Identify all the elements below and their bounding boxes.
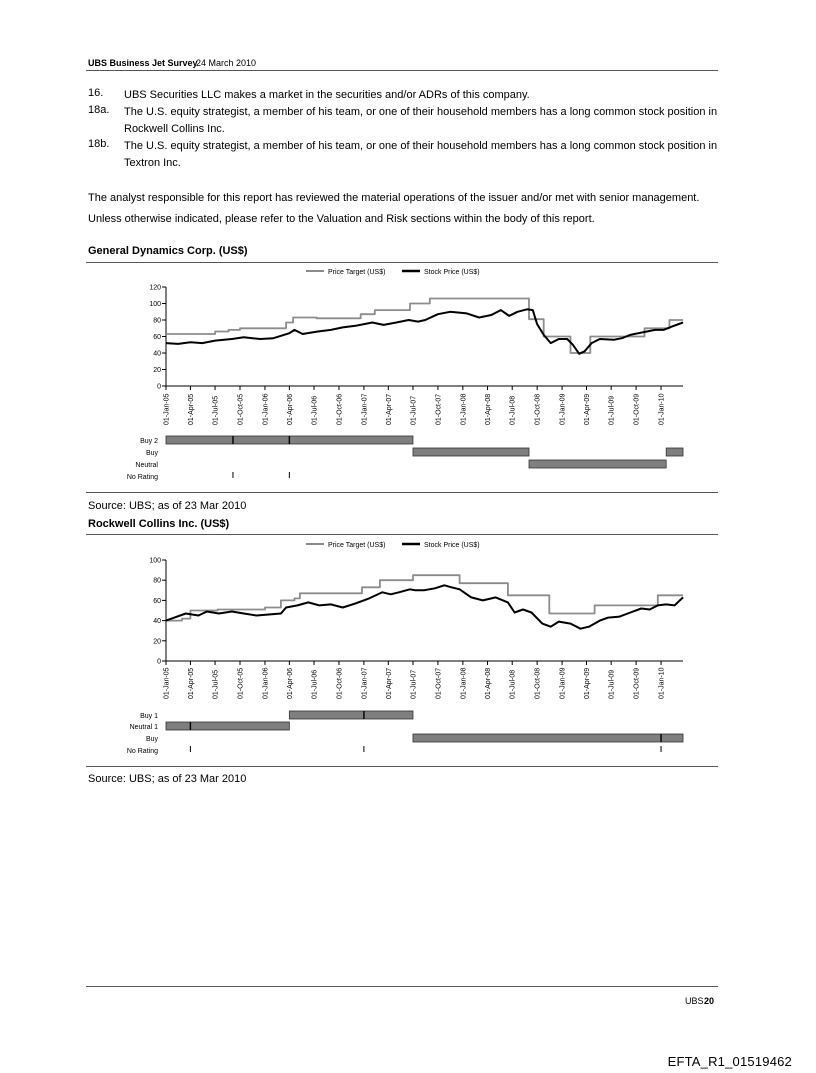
x-tick-label: 01-Jul-09 [608,395,616,425]
x-tick-label: 01-Jan-09 [559,393,567,425]
x-tick-label: 01-Jan-07 [361,667,369,699]
y-tick-label: 0 [157,658,161,666]
x-tick-label: 01-Apr-07 [385,667,393,699]
x-tick-label: 01-Jan-08 [460,667,468,699]
x-tick-label: 01-Apr-05 [187,393,195,425]
rating-bar [166,722,289,730]
x-tick-label: 01-Jul-05 [212,669,220,699]
x-tick-label: 01-Apr-05 [187,667,195,699]
x-tick-label: 01-Jan-08 [460,393,468,425]
report-title: UBS Business Jet Survey [88,58,198,68]
x-tick-label: 01-Apr-08 [485,667,493,699]
y-tick-label: 100 [149,557,161,565]
y-tick-label: 80 [153,577,161,585]
x-tick-label: 01-Oct-08 [534,667,542,699]
report-date: 24 March 2010 [196,58,257,68]
x-tick-label: 01-Jul-05 [212,395,220,425]
general-dynamics-chart [86,263,718,491]
rating-level-label: Buy 1 [140,713,158,720]
y-tick-label: 100 [149,301,161,308]
rating-bar [413,448,529,456]
rating-level-label: No Rating [126,748,158,755]
note-number: 16. [88,87,104,99]
x-tick-label: 01-Apr-08 [485,393,493,425]
x-tick-label: 01-Jul-06 [311,669,319,699]
x-tick-label: 01-Jan-05 [163,393,171,425]
y-tick-label: 40 [153,350,161,358]
y-tick-label: 120 [149,284,161,292]
y-tick-label: 0 [157,383,161,391]
legend-label-stock-price: Stock Price (US$) [424,269,480,276]
x-tick-label: 01-Oct-06 [336,667,344,699]
x-tick-label: 01-Oct-07 [435,393,443,425]
rating-bar [529,460,666,468]
legend-label-stock-price: Stock Price (US$) [424,542,480,549]
x-tick-label: 01-Jan-06 [262,393,270,425]
analyst-statement: The analyst responsible for this report has reviewed the material operations of the issuer and/or met with senior management. [88,192,700,204]
rating-level-label: Buy 2 [140,438,158,445]
rating-level-label: Neutral [135,462,158,469]
x-tick-label: 01-Oct-07 [435,667,443,699]
x-tick-label: 01-Jan-06 [262,667,270,699]
stock-price-line [166,309,683,354]
chart-title-rockwell-collins: Rockwell Collins Inc. (US$) [88,518,230,530]
rating-bar [413,734,683,742]
chart-legend [306,542,480,549]
x-tick-label: 01-Jul-07 [410,669,418,699]
x-tick-label: 01-Apr-06 [286,667,294,699]
page-number: 20 [704,996,715,1006]
y-tick-label: 80 [153,317,161,325]
x-tick-label: 01-Jan-07 [361,393,369,425]
x-tick-label: 01-Jul-09 [608,669,616,699]
x-tick-label: 01-Oct-08 [534,393,542,425]
footer-divider [86,986,718,987]
x-tick-label: 01-Apr-07 [385,393,393,425]
valuation-reference: Unless otherwise indicated, please refer to the Valuation and Risk sections within the body of this report. [88,213,595,225]
note-text: The U.S. equity strategist, a member of his team, or one of their household members has a long common stock position in Rockwell Collins Inc. [124,106,718,135]
x-tick-label: 01-Jul-07 [410,395,418,425]
y-tick-label: 60 [153,334,161,341]
y-tick-label: 20 [153,638,161,646]
y-tick-label: 60 [153,597,161,605]
chart-bottom-divider [86,766,718,767]
x-tick-label: 01-Apr-09 [583,393,591,425]
rockwell-collins-chart [86,535,718,765]
stock-price-line [166,585,683,628]
header-divider [86,70,718,71]
x-tick-label: 01-Jan-10 [658,667,666,699]
chart-title-general-dynamics: General Dynamics Corp. (US$) [88,245,248,257]
x-tick-label: 01-Jul-08 [509,395,517,425]
x-tick-label: 01-Oct-06 [336,393,344,425]
rating-bar [289,711,413,719]
chart-bottom-divider [86,492,718,493]
x-tick-label: 01-Apr-06 [286,393,294,425]
rating-level-label: Buy [145,736,158,743]
x-tick-label: 01-Jan-05 [163,667,171,699]
legend-label-price-target: Price Target (US$) [328,269,386,276]
rating-level-label: Neutral 1 [129,724,158,731]
rating-level-label: No Rating [126,474,158,481]
x-tick-label: 01-Jan-10 [658,393,666,425]
y-tick-label: 40 [153,618,161,626]
x-tick-label: 01-Jul-08 [509,669,517,699]
x-tick-label: 01-Jan-09 [559,667,567,699]
chart-source: Source: UBS; as of 23 Mar 2010 [88,500,247,512]
chart-source: Source: UBS; as of 23 Mar 2010 [88,773,247,785]
rating-level-label: Buy [145,450,158,457]
footer-brand: UBS [685,996,704,1006]
x-tick-label: 01-Oct-09 [633,393,641,425]
note-number: 18a. [88,104,110,116]
x-tick-label: 01-Oct-05 [237,393,245,425]
x-tick-label: 01-Jul-06 [311,395,319,425]
legend-label-price-target: Price Target (US$) [328,542,386,549]
rating-bar [666,448,683,456]
price-target-line [166,299,683,354]
chart-legend [306,269,480,276]
x-tick-label: 01-Apr-09 [583,667,591,699]
x-tick-label: 01-Oct-09 [633,667,641,699]
x-tick-label: 01-Oct-05 [237,667,245,699]
note-text: UBS Securities LLC makes a market in the securities and/or ADRs of this company. [124,89,530,101]
y-tick-label: 20 [153,367,161,374]
note-number: 18b. [88,138,110,150]
document-id: EFTA_R1_01519462 [667,1054,792,1069]
note-text: The U.S. equity strategist, a member of his team, or one of their household members has a long common stock position in Textron Inc. [124,140,718,169]
